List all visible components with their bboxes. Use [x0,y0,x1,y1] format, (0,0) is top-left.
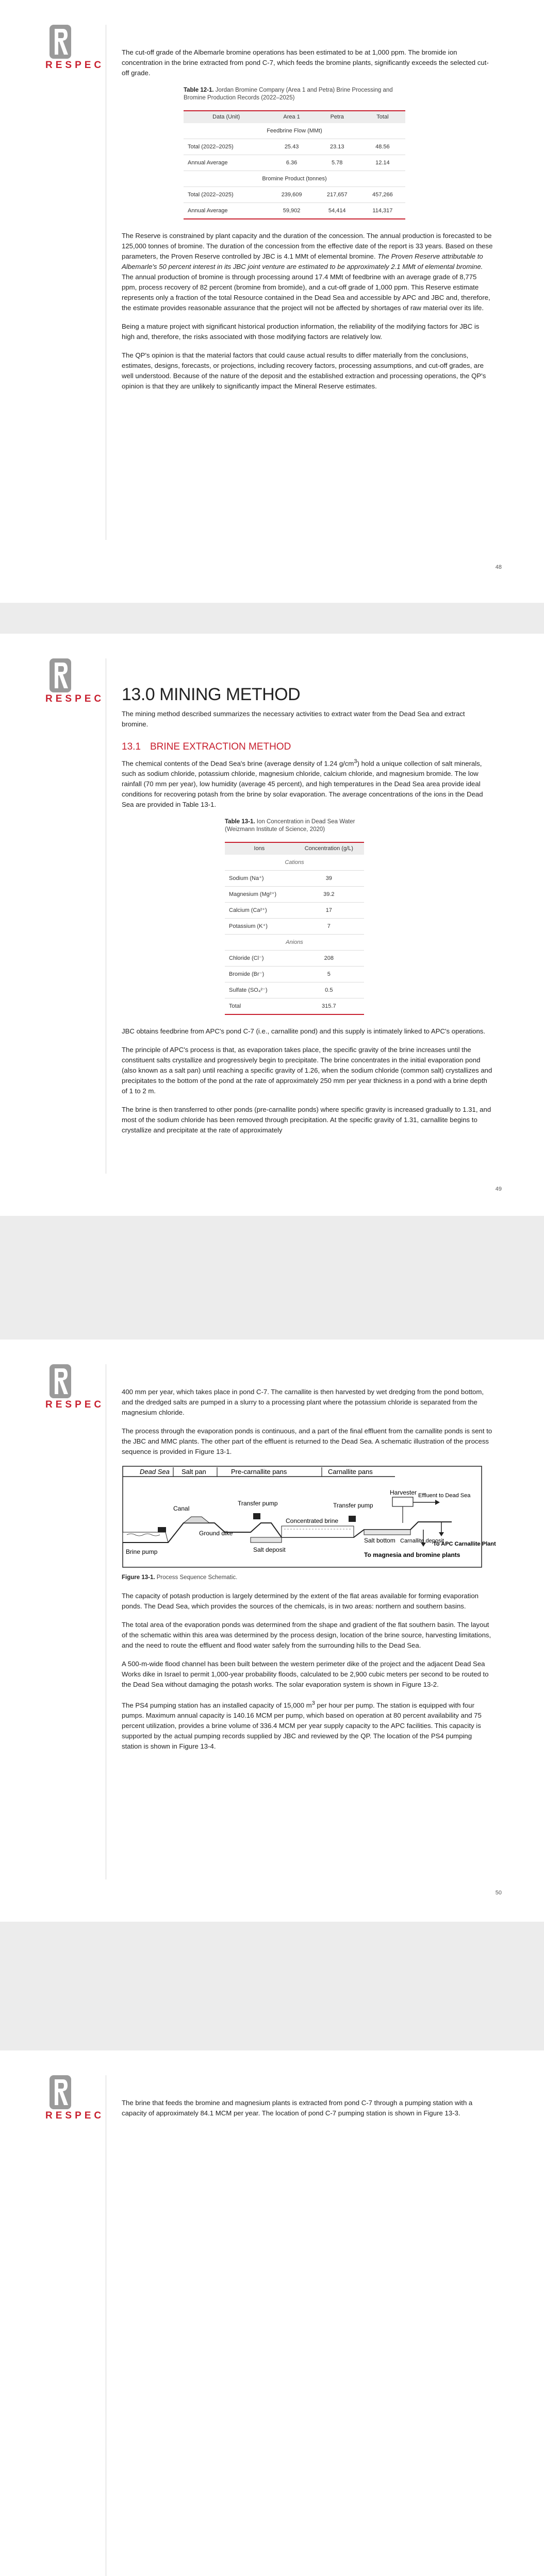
potash-capacity-paragraph: The capacity of potash production is largely determined by the extent of the flat areas available for forming evaporation ponds. The Dead Sea, which provides the sources of the chemicals, is in two areas: northern and southern basins. [122,1592,479,1610]
page-49 [0,634,544,1216]
page-50 [0,1340,544,1922]
mining-intro-paragraph: The mining method described summarizes the necessary activities to extract water from the Dead Sea and extract bromine. [122,710,465,728]
respec-logo [45,658,105,705]
page-51-content [122,2098,493,2127]
page-49-content [122,685,493,1144]
group-anions: Anions [225,935,364,951]
page-48 [0,0,544,603]
col-data: Data (Unit) [184,111,269,123]
page-51 [0,2050,544,2576]
feedbrine-source-paragraph: JBC obtains feedbrine from APC's pond C-7 (i.e., carnallite pond) and this supply is intimately linked to APC's operations. [122,1027,486,1036]
respec-logo-mark [50,2075,71,2109]
table-header-row [184,111,405,123]
table-total-row: Total 315.7 [225,998,364,1015]
process-schematic-figure [122,1465,496,1568]
flood-channel-paragraph: A 500-m-wide flood channel has been built between the western perimeter dike of the project and the adjacent Dead Sea Works dike in Israel to permit 1,000-year probability floods, calculated to be 2,900 cubic meters per second to be routed to the Dead Sea without damaging the potash works. The solar evaporation system is shown in Figure 13-2. [122,1660,489,1688]
brine-chemistry-paragraph: The chemical contents of the Dead Sea's brine (average density of 1.24 $g/cm^3$) hold a unique collection of salt minerals, such as sodium chloride, potassium chloride, magnesium chloride, calcium chloride, and magnesium bromide. The low rainfall (70 mm per year), low humidity (average 45 percent), and high temperatures in the Dead Sea area provide ideal conditions for recovering potash from the brine by solar evaporation. The average concentrations of the ions in the Dead Sea are provided in Table 13-1. [122,758,483,809]
section-title: BRINE EXTRACTION METHOD [150,741,291,752]
label-harvester: Harvester [390,1489,417,1496]
section-heading [122,742,493,752]
table-row: Calcium (Ca²⁺) 17 [225,903,364,919]
label-pre-carnallite: Pre-carnallite pans [231,1468,287,1476]
table-row: Total (2022–2025) 25.43 23.13 48.56 [184,139,405,155]
table-row: Sodium (Na⁺) 39 [225,871,364,887]
table-row: Total (2022–2025) 239,609 217,657 457,266 [184,187,405,203]
reserve-italic: The Proven Reserve attributable to Albemarle's 50 percent interest in its JBC joint venture are estimated to be approximately 2.1 MMt of elemental bromine. [122,252,483,270]
page-number: 48 [495,564,502,570]
table-12-1-number: Table 12-1. [184,87,214,93]
label-to-apc: To APC Carnallite Plant [433,1541,496,1547]
table-13-1-caption [225,818,364,834]
label-concentrated-brine: Concentrated brine [286,1517,339,1524]
label-effluent: Effluent to Dead Sea [418,1493,471,1499]
label-carnallite-pans: Carnallite pans [328,1468,373,1476]
label-salt-deposit: Salt deposit [253,1546,286,1553]
label-dead-sea: Dead Sea [140,1468,170,1476]
section-number: 13.1 [122,741,141,752]
table-13-1 [225,842,364,1015]
col-petra: Petra [315,111,360,123]
table-row: Magnesium (Mg²⁺) 39.2 [225,887,364,903]
respec-logo-word: RESPEC [45,60,105,71]
band-bromine-product: Bromine Product (tonnes) [184,171,405,187]
table-row: Potassium (K⁺) 7 [225,919,364,935]
figure-13-1-number: Figure 13-1. [122,1574,155,1581]
respec-logo [45,1364,105,1411]
figure-13-1-title: Process Sequence Schematic. [156,1574,238,1581]
table-13-1-number: Table 13-1. [225,819,255,825]
figure-13-1-caption [122,1572,493,1583]
label-canal: Canal [173,1505,190,1512]
page-50-content [122,1387,496,1760]
table-row: Bromide (Br⁻) 5 [225,967,364,982]
table-13-1-title: Ion Concentration in Dead Sea Water (Weizmann Institute of Science, 2020) [225,819,355,833]
cutoff-paragraph: The cut-off grade of the Albemarle bromine operations has been estimated to be at 1,000 ppm. The bromide ion concentration in the brine extracted from pond C-7, which feeds the bromine plants, significantly exceeds the selected cut-off grade. [122,48,489,77]
table-12-1-title: Jordan Bromine Company (Area 1 and Petra) Brine Processing and Bromine Production Records (2022–2025) [184,87,393,101]
col-ions: Ions [225,842,294,855]
process-schematic-svg [122,1465,496,1568]
reserve-paragraph: The Reserve is constrained by plant capacity and the duration of the concession. The annual production is forecasted to be 125,000 tonnes of bromine. The duration of the concession from the effective date of the report is 33 years. Based on these parameters, the Proven Reserve controlled by JBC is 4.1 MMt of elemental bromine. The Proven Reserve attributable to Albemarle's 50 percent interest in its JBC joint venture are estimated to be approximately 2.1 MMt of elemental bromine. The annual production of bromine is through processing around 17.4 MMt of feedbrine with an average grade of 8,775 ppm, process recovery of 82 percent (bromine from bromide), and a cut-off grade of 1,000 ppm. This Reserve estimate represents only a fraction of the total Resource contained in the Dead Sea and accessible by APC and JBC and, therefore, the estimate provides reasonable assurance that the project will not be affected by shortages of raw material over its life. [122,232,493,312]
ps4-paragraph: The PS4 pumping station has an installed capacity of 15,000 $m^3$ per hour per pump. The station is equipped with four pumps. Maximum annual capacity is 140.16 MCM per pump, which based on operation at 80 percent availability and 75 percent utilization, provides a brine volume of 336.4 MCM per year supply capacity to the APC facilities. This capacity is supported by the actual pumping records supplied by JBC and reviewed by the QP. The location of the PS4 pumping station is shown in Figure 13-4. [122,1700,482,1751]
page-number: 50 [495,1890,502,1896]
c7-pumping-paragraph: The brine that feeds the bromine and magnesium plants is extracted from pond C-7 through a pumping station with a capacity of approximately 84.1 MCM per year. The location of pond C-7 pumping station is shown in Figure 13-3. [122,2099,473,2117]
table-header-row [225,842,364,855]
label-transfer-pump-2: Transfer pump [333,1502,373,1509]
label-salt-pan: Salt pan [182,1468,206,1476]
table-row: Chloride (Cl⁻) 208 [225,951,364,967]
continuous-process-paragraph: The process through the evaporation ponds is continuous, and a part of the final effluent from the carnallite ponds is sent to the JBC and MMC plants. The other part of the effluent is returned to the Dead Sea. A schematic illustration of the process sequence is provided in Figure 13-1. [122,1427,492,1455]
respec-logo [45,25,105,71]
table-12-1 [184,110,405,219]
label-ground-dike: Ground dike [199,1530,233,1537]
precarnallite-paragraph: The brine is then transferred to other ponds (pre-carnallite ponds) where specific gravity is increased gradually to 1.31, and most of the sodium chloride has been removed through precipitation. At the specific gravity of 1.31, carnallite begins to crystallize and precipitate at the rate of approximately [122,1106,491,1134]
label-carnallite-deposit: Carnallite deposit [400,1538,444,1544]
carnallite-harvest-paragraph: 400 mm per year, which takes place in pond C-7. The carnallite is then harvested by wet dredging from the pond bottom, and the dredged salts are pumped in a slurry to a processing plant where the potassium chloride is separated from the magnesium chloride. [122,1388,484,1416]
evaporation-principle-paragraph: The principle of APC's process is that, as evaporation takes place, the specific gravity of the brine increases until the constituent salts crystallize and progressively begin to precipitate. The brine concentrates in the initial evaporation pond (also known as a salt pan) until reaching a specific gravity of 1.26, when the sodium chloride (common salt) crystallizes and precipitates to the bottom of the pond at the rate of approximately 250 mm per year thickness in a pond with a brine depth of 1 to 2 m. [122,1046,492,1095]
respec-logo-mark [50,25,71,59]
table-row: Annual Average 59,902 54,414 114,317 [184,203,405,219]
respec-logo-word: RESPEC [45,693,105,704]
col-concentration: Concentration (g/L) [294,842,364,855]
modifying-factors-paragraph: Being a mature project with significant historical production information, the reliability of the modifying factors for JBC is high and, therefore, the risks associated with those modifying factors are relatively low. [122,323,480,341]
col-area1: Area 1 [269,111,315,123]
label-transfer-pump-1: Transfer pump [238,1500,278,1507]
respec-logo-mark [50,658,71,692]
label-salt-bottom: Salt bottom [364,1537,395,1544]
respec-logo-mark [50,1364,71,1398]
col-total: Total [360,111,405,123]
table-12-1-caption [184,87,405,102]
label-brine-pump: Brine pump [126,1548,158,1555]
respec-logo-word: RESPEC [45,2110,105,2121]
respec-logo [45,2075,105,2122]
respec-logo-word: RESPEC [45,1399,105,1410]
group-cations: Cations [225,855,364,871]
pond-area-paragraph: The total area of the evaporation ponds was determined from the shape and gradient of the flat southern basin. The layout of the schematic within this area was determined by the process design, location of the brine source, harvesting limitations, and the need to route the effluent and flood water safely from the surrounding hills to the Dead Sea. [122,1621,491,1649]
page-number: 49 [495,1186,502,1192]
page-48-content [122,47,493,400]
band-feedbrine: Feedbrine Flow (MMt) [184,123,405,139]
table-row: Sulfate (SO₄²⁻) 0.5 [225,982,364,998]
qp-opinion-paragraph: The QP's opinion is that the material factors that could cause actual results to differ materially from the conclusions, estimates, designs, forecasts, or projections, including recovery factors, processing assumptions, and cut-off grades, are well understood. Because of the nature of the deposit and the established extraction and processing operations, the QP's opinion is that they are unlikely to significantly impact the Mineral Reserve estimates. [122,351,486,390]
chapter-title: 13.0 MINING METHOD [122,685,301,704]
table-row: Annual Average 6.36 5.78 12.14 [184,155,405,171]
label-to-mag: To magnesia and bromine plants [364,1551,460,1558]
